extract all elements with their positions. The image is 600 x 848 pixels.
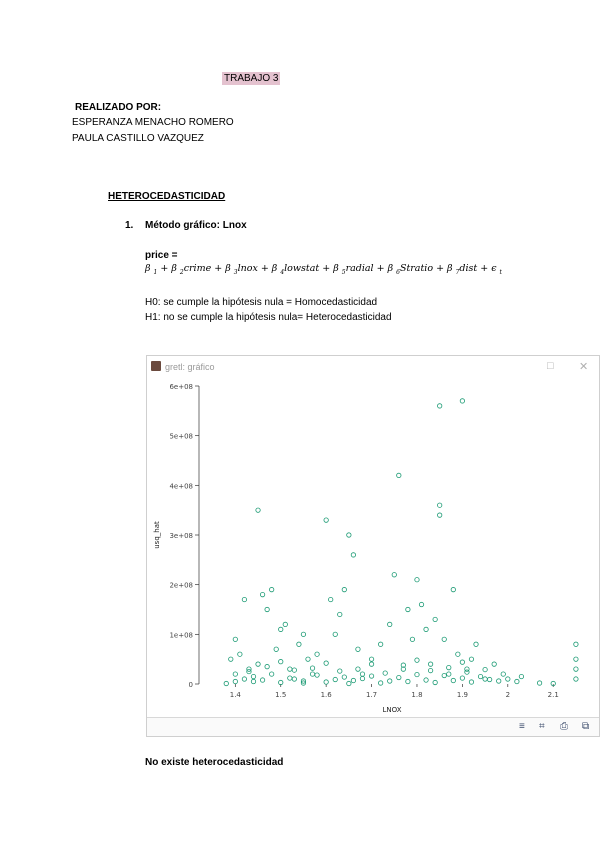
y-tick-label: 0 <box>188 681 193 689</box>
scatter-point <box>501 672 505 676</box>
scatter-point <box>315 652 319 656</box>
equation-error-term: ϵ $_t$ <box>491 263 502 276</box>
model-label: price = <box>145 250 178 261</box>
y-tick-label: 4e+08 <box>169 482 193 491</box>
scatter-point <box>397 675 401 679</box>
scatter-point <box>360 676 364 680</box>
scatter-point <box>238 652 242 656</box>
scatter-point <box>428 668 432 672</box>
scatter-point <box>519 674 523 678</box>
scatter-point <box>383 671 387 675</box>
scatter-point <box>574 642 578 646</box>
author-2: PAULA CASTILLO VAZQUEZ <box>72 133 204 144</box>
equation-term: β $_5$radial <box>333 263 374 276</box>
scatter-point <box>369 674 373 678</box>
scatter-point <box>437 404 441 408</box>
window-title: gretl: gráfico <box>165 362 215 372</box>
scatter-point <box>283 622 287 626</box>
app-icon <box>151 361 161 371</box>
hypothesis-h0: H0: se cumple la hipótesis nula = Homocedasticidad <box>145 297 378 308</box>
scatter-point <box>410 637 414 641</box>
item-number: 1. <box>125 220 134 231</box>
menu-icon[interactable]: ≡ <box>519 721 525 732</box>
y-tick-label: 5e+08 <box>169 432 193 441</box>
scatter-point <box>388 679 392 683</box>
scatter-point <box>483 677 487 681</box>
equation-term: β $_6$Stratio <box>387 263 434 276</box>
scatter-point <box>447 672 451 676</box>
realizado-por-label: REALIZADO POR: <box>75 102 162 113</box>
graph-toolbar <box>147 717 599 736</box>
scatter-point <box>310 672 314 676</box>
scatter-point <box>279 659 283 663</box>
x-tick-label: 2 <box>505 691 511 699</box>
scatter-point <box>342 675 346 679</box>
scatter-point <box>378 681 382 685</box>
scatter-point <box>574 667 578 671</box>
scatter-point <box>369 657 373 661</box>
scatter-point <box>469 680 473 684</box>
scatter-point <box>456 652 460 656</box>
scatter-point <box>324 661 328 665</box>
y-tick-label: 1e+08 <box>169 631 193 640</box>
scatter-point <box>269 587 273 591</box>
scatter-point <box>406 679 410 683</box>
y-tick-label: 6e+08 <box>169 383 193 391</box>
scatter-point <box>460 660 464 664</box>
scatter-point <box>292 668 296 672</box>
x-tick-label: 1.4 <box>229 691 241 699</box>
scatter-point <box>433 617 437 621</box>
scatter-point <box>328 597 332 601</box>
scatter-point <box>478 674 482 678</box>
scatter-point <box>483 667 487 671</box>
scatter-point <box>360 672 364 676</box>
scatter-point <box>229 657 233 661</box>
scatter-point <box>338 669 342 673</box>
scatter-point <box>474 642 478 646</box>
equation-term: β $_3$lnox <box>225 263 258 276</box>
scatter-point <box>306 657 310 661</box>
scatter-point <box>447 665 451 669</box>
scatter-point <box>324 680 328 684</box>
y-axis-label: usq_hat <box>153 521 161 549</box>
copy-icon[interactable]: ⧉ <box>582 721 590 732</box>
scatter-point <box>487 677 491 681</box>
scatter-point <box>437 513 441 517</box>
equation-term: β $_1$ <box>145 263 158 276</box>
scatter-point <box>256 508 260 512</box>
scatter-point <box>428 662 432 666</box>
scatter-point <box>415 672 419 676</box>
scatter-point <box>442 673 446 677</box>
scatter-point <box>492 662 496 666</box>
x-axis-label: LNOX <box>382 706 402 714</box>
scatter-point <box>437 503 441 507</box>
scatter-point <box>469 657 473 661</box>
x-tick-label: 1.7 <box>365 691 378 699</box>
scatter-chart <box>147 374 600 719</box>
scatter-point <box>497 679 501 683</box>
scatter-point <box>397 473 401 477</box>
author-1: ESPERANZA MENACHO ROMERO <box>72 117 234 128</box>
scatter-point <box>251 679 255 683</box>
scatter-point <box>451 587 455 591</box>
scatter-point <box>288 676 292 680</box>
scatter-point <box>465 670 469 674</box>
scatter-point <box>378 642 382 646</box>
scatter-point <box>415 658 419 662</box>
document-title: TRABAJO 3 <box>224 73 279 84</box>
conclusion-text: No existe heterocedasticidad <box>145 757 284 768</box>
scatter-point <box>301 632 305 636</box>
scatter-point <box>460 676 464 680</box>
scatter-point <box>369 662 373 666</box>
scatter-point <box>256 662 260 666</box>
scatter-point <box>260 678 264 682</box>
regression-equation: β $_1$ + β $_2$crime + β $_3$lnox + β $_4$lowstat + β $_5$radial + β $_6$Stratio + β $_7$dist + ϵ $_t$ <box>145 263 502 276</box>
gretl-graph-window[interactable] <box>146 355 600 737</box>
scatter-point <box>233 679 237 683</box>
scatter-point <box>310 666 314 670</box>
scatter-point <box>356 667 360 671</box>
x-tick-label: 1.5 <box>275 691 287 699</box>
scatter-point <box>392 573 396 577</box>
scatter-point <box>274 647 278 651</box>
scatter-point <box>388 622 392 626</box>
scatter-point <box>315 673 319 677</box>
scatter-point <box>537 681 541 685</box>
scatter-point <box>260 592 264 596</box>
scatter-point <box>265 607 269 611</box>
scatter-point <box>351 678 355 682</box>
scatter-point <box>292 677 296 681</box>
scatter-point <box>269 672 273 676</box>
scatter-point <box>347 681 351 685</box>
scatter-point <box>279 627 283 631</box>
print-icon[interactable]: ⎙ <box>560 721 568 732</box>
scatter-point <box>415 578 419 582</box>
equation-term: β $_7$dist <box>447 263 478 276</box>
equation-term: β $_2$crime <box>171 263 212 276</box>
scatter-point <box>233 637 237 641</box>
scatter-point <box>451 678 455 682</box>
scatter-point <box>506 677 510 681</box>
scatter-point <box>574 657 578 661</box>
scatter-point <box>419 602 423 606</box>
y-tick-label: 2e+08 <box>169 581 193 590</box>
scatter-point <box>338 612 342 616</box>
scatter-point <box>333 677 337 681</box>
scatter-point <box>574 677 578 681</box>
hypothesis-h1: H1: no se cumple la hipótesis nula= Heterocedasticidad <box>145 312 392 323</box>
scatter-point <box>351 553 355 557</box>
scatter-point <box>251 674 255 678</box>
scatter-point <box>424 678 428 682</box>
scatter-point <box>424 627 428 631</box>
zoom-icon[interactable]: ⌗ <box>539 721 545 732</box>
equation-term: β $_4$lowstat <box>271 263 320 276</box>
scatter-point <box>342 587 346 591</box>
scatter-point <box>242 597 246 601</box>
scatter-point <box>406 607 410 611</box>
y-tick-label: 3e+08 <box>169 532 193 540</box>
scatter-point <box>442 637 446 641</box>
scatter-point <box>242 677 246 681</box>
x-tick-label: 1.6 <box>320 691 332 699</box>
scatter-point <box>324 518 328 522</box>
maximize-icon[interactable]: □ <box>547 360 554 372</box>
scatter-point <box>233 672 237 676</box>
close-icon[interactable]: ✕ <box>579 361 589 373</box>
scatter-point <box>460 399 464 403</box>
x-tick-label: 1.8 <box>411 691 423 699</box>
item-title: Método gráfico: Lnox <box>145 220 247 231</box>
scatter-point <box>333 632 337 636</box>
scatter-point <box>347 533 351 537</box>
scatter-point <box>265 664 269 668</box>
scatter-point <box>433 680 437 684</box>
x-tick-label: 1.9 <box>456 691 468 699</box>
scatter-point <box>356 647 360 651</box>
scatter-point <box>515 679 519 683</box>
scatter-point <box>288 667 292 671</box>
section-heading: HETEROCEDASTICIDAD <box>108 191 226 202</box>
scatter-point <box>297 642 301 646</box>
scatter-point <box>224 681 228 685</box>
x-tick-label: 2.1 <box>547 691 559 699</box>
